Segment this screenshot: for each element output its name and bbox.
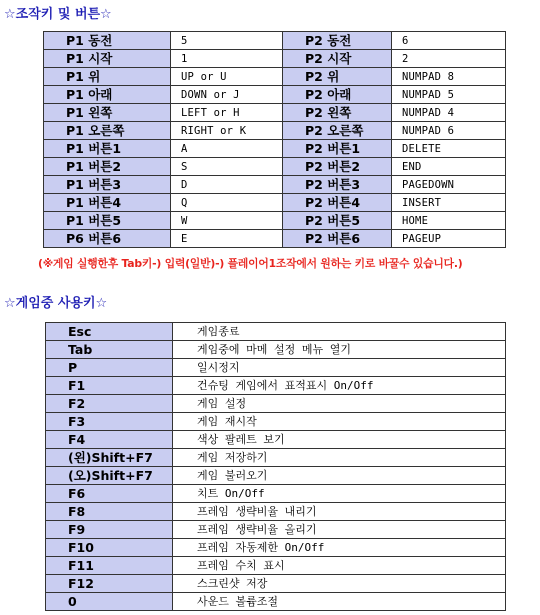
p2-key-cell: P2 왼쪽	[283, 104, 392, 122]
p2-key-cell: P2 버튼3	[283, 176, 392, 194]
table-row	[44, 86, 506, 104]
shortcut-desc-cell: 프레임 생략비율 올리기	[173, 521, 506, 539]
shortcut-desc-cell: 게임 설정	[173, 395, 506, 413]
shortcut-key-cell: 0	[46, 593, 173, 611]
table-row	[46, 395, 506, 413]
p1-value-cell: E	[171, 230, 283, 248]
shortcut-key-cell: (왼)Shift+F7	[46, 449, 173, 467]
p2-value-cell: PAGEDOWN	[392, 176, 506, 194]
key-change-note: (※게임 실행한후 Tab키-) 입력(일반)-) 플레이어1조작에서 원하는 키로 바꿀수 있습니다.)	[38, 257, 463, 270]
p1-key-cell: P1 버튼5	[44, 212, 171, 230]
p1-value-cell: D	[171, 176, 283, 194]
p2-value-cell: NUMPAD 6	[392, 122, 506, 140]
shortcut-key-cell: F9	[46, 521, 173, 539]
shortcut-key-cell: F6	[46, 485, 173, 503]
table-row	[44, 68, 506, 86]
shortcut-desc-cell: 프레임 생략비율 내리기	[173, 503, 506, 521]
p1-value-cell: W	[171, 212, 283, 230]
p1-key-cell: P6 버튼6	[44, 230, 171, 248]
p2-value-cell: HOME	[392, 212, 506, 230]
shortcut-desc-cell: 건슈팅 게임에서 표적표시 On/Off	[173, 377, 506, 395]
p2-key-cell: P2 오른쪽	[283, 122, 392, 140]
table-row	[46, 539, 506, 557]
table-row	[44, 50, 506, 68]
p2-key-cell: P2 아래	[283, 86, 392, 104]
shortcut-desc-cell: 프레임 자동제한 On/Off	[173, 539, 506, 557]
controls-heading: ☆조작키 및 버튼☆	[4, 7, 112, 22]
p1-value-cell: Q	[171, 194, 283, 212]
shortcut-desc-cell: 게임 재시작	[173, 413, 506, 431]
p1-key-cell: P1 왼쪽	[44, 104, 171, 122]
table-row	[44, 122, 506, 140]
table-row	[44, 194, 506, 212]
shortcut-key-cell: F11	[46, 557, 173, 575]
shortcut-key-cell: Tab	[46, 341, 173, 359]
table-row	[46, 413, 506, 431]
table-row	[44, 32, 506, 50]
table-row	[44, 212, 506, 230]
table-row	[46, 341, 506, 359]
table-row	[46, 557, 506, 575]
shortcut-key-cell: F4	[46, 431, 173, 449]
p2-value-cell: 2	[392, 50, 506, 68]
p2-value-cell: NUMPAD 8	[392, 68, 506, 86]
p2-value-cell: NUMPAD 5	[392, 86, 506, 104]
p1-key-cell: P1 버튼3	[44, 176, 171, 194]
shortcut-desc-cell: 프레임 수치 표시	[173, 557, 506, 575]
p1-key-cell: P1 버튼4	[44, 194, 171, 212]
shortcut-key-cell: F1	[46, 377, 173, 395]
p1-key-cell: P1 아래	[44, 86, 171, 104]
ingame-keys-heading: ☆게임중 사용키☆	[4, 296, 108, 311]
shortcut-key-cell: (오)Shift+F7	[46, 467, 173, 485]
p1-value-cell: UP or U	[171, 68, 283, 86]
p2-value-cell: NUMPAD 4	[392, 104, 506, 122]
ingame-keys-table	[45, 322, 506, 611]
p2-key-cell: P2 버튼1	[283, 140, 392, 158]
table-row	[46, 593, 506, 611]
table-row	[44, 140, 506, 158]
table-row	[46, 377, 506, 395]
p2-key-cell: P2 위	[283, 68, 392, 86]
table-row	[46, 323, 506, 341]
p1-key-cell: P1 버튼2	[44, 158, 171, 176]
shortcut-desc-cell: 게임 불러오기	[173, 467, 506, 485]
table-row	[46, 359, 506, 377]
p1-key-cell: P1 버튼1	[44, 140, 171, 158]
table-row	[46, 485, 506, 503]
p2-key-cell: P2 시작	[283, 50, 392, 68]
table-row	[46, 503, 506, 521]
controls-table	[43, 31, 506, 248]
p1-value-cell: A	[171, 140, 283, 158]
p2-key-cell: P2 버튼4	[283, 194, 392, 212]
p1-value-cell: S	[171, 158, 283, 176]
table-row	[46, 575, 506, 593]
shortcut-key-cell: F10	[46, 539, 173, 557]
p2-key-cell: P2 버튼2	[283, 158, 392, 176]
p1-value-cell: LEFT or H	[171, 104, 283, 122]
shortcut-key-cell: F3	[46, 413, 173, 431]
p2-value-cell: INSERT	[392, 194, 506, 212]
p1-value-cell: 5	[171, 32, 283, 50]
p1-key-cell: P1 위	[44, 68, 171, 86]
p2-key-cell: P2 버튼5	[283, 212, 392, 230]
shortcut-desc-cell: 일시정지	[173, 359, 506, 377]
shortcut-desc-cell: 치트 On/Off	[173, 485, 506, 503]
table-row	[44, 158, 506, 176]
p2-key-cell: P2 버튼6	[283, 230, 392, 248]
shortcut-key-cell: F8	[46, 503, 173, 521]
shortcut-desc-cell: 게임종료	[173, 323, 506, 341]
p1-value-cell: 1	[171, 50, 283, 68]
p1-key-cell: P1 동전	[44, 32, 171, 50]
p1-key-cell: P1 시작	[44, 50, 171, 68]
p2-value-cell: 6	[392, 32, 506, 50]
table-row	[46, 467, 506, 485]
table-row	[46, 449, 506, 467]
shortcut-key-cell: P	[46, 359, 173, 377]
p2-key-cell: P2 동전	[283, 32, 392, 50]
shortcut-desc-cell: 사운드 볼륨조절	[173, 593, 506, 611]
shortcut-desc-cell: 색상 팔레트 보기	[173, 431, 506, 449]
table-row	[46, 431, 506, 449]
shortcut-key-cell: F2	[46, 395, 173, 413]
p1-value-cell: RIGHT or K	[171, 122, 283, 140]
table-row	[44, 176, 506, 194]
shortcut-desc-cell: 게임중에 마메 설정 메뉴 열기	[173, 341, 506, 359]
table-row	[44, 230, 506, 248]
table-row	[46, 521, 506, 539]
p1-value-cell: DOWN or J	[171, 86, 283, 104]
p2-value-cell: PAGEUP	[392, 230, 506, 248]
p2-value-cell: END	[392, 158, 506, 176]
shortcut-desc-cell: 게임 저장하기	[173, 449, 506, 467]
shortcut-key-cell: F12	[46, 575, 173, 593]
shortcut-key-cell: Esc	[46, 323, 173, 341]
p1-key-cell: P1 오른쪽	[44, 122, 171, 140]
table-row	[44, 104, 506, 122]
shortcut-desc-cell: 스크린샷 저장	[173, 575, 506, 593]
p2-value-cell: DELETE	[392, 140, 506, 158]
